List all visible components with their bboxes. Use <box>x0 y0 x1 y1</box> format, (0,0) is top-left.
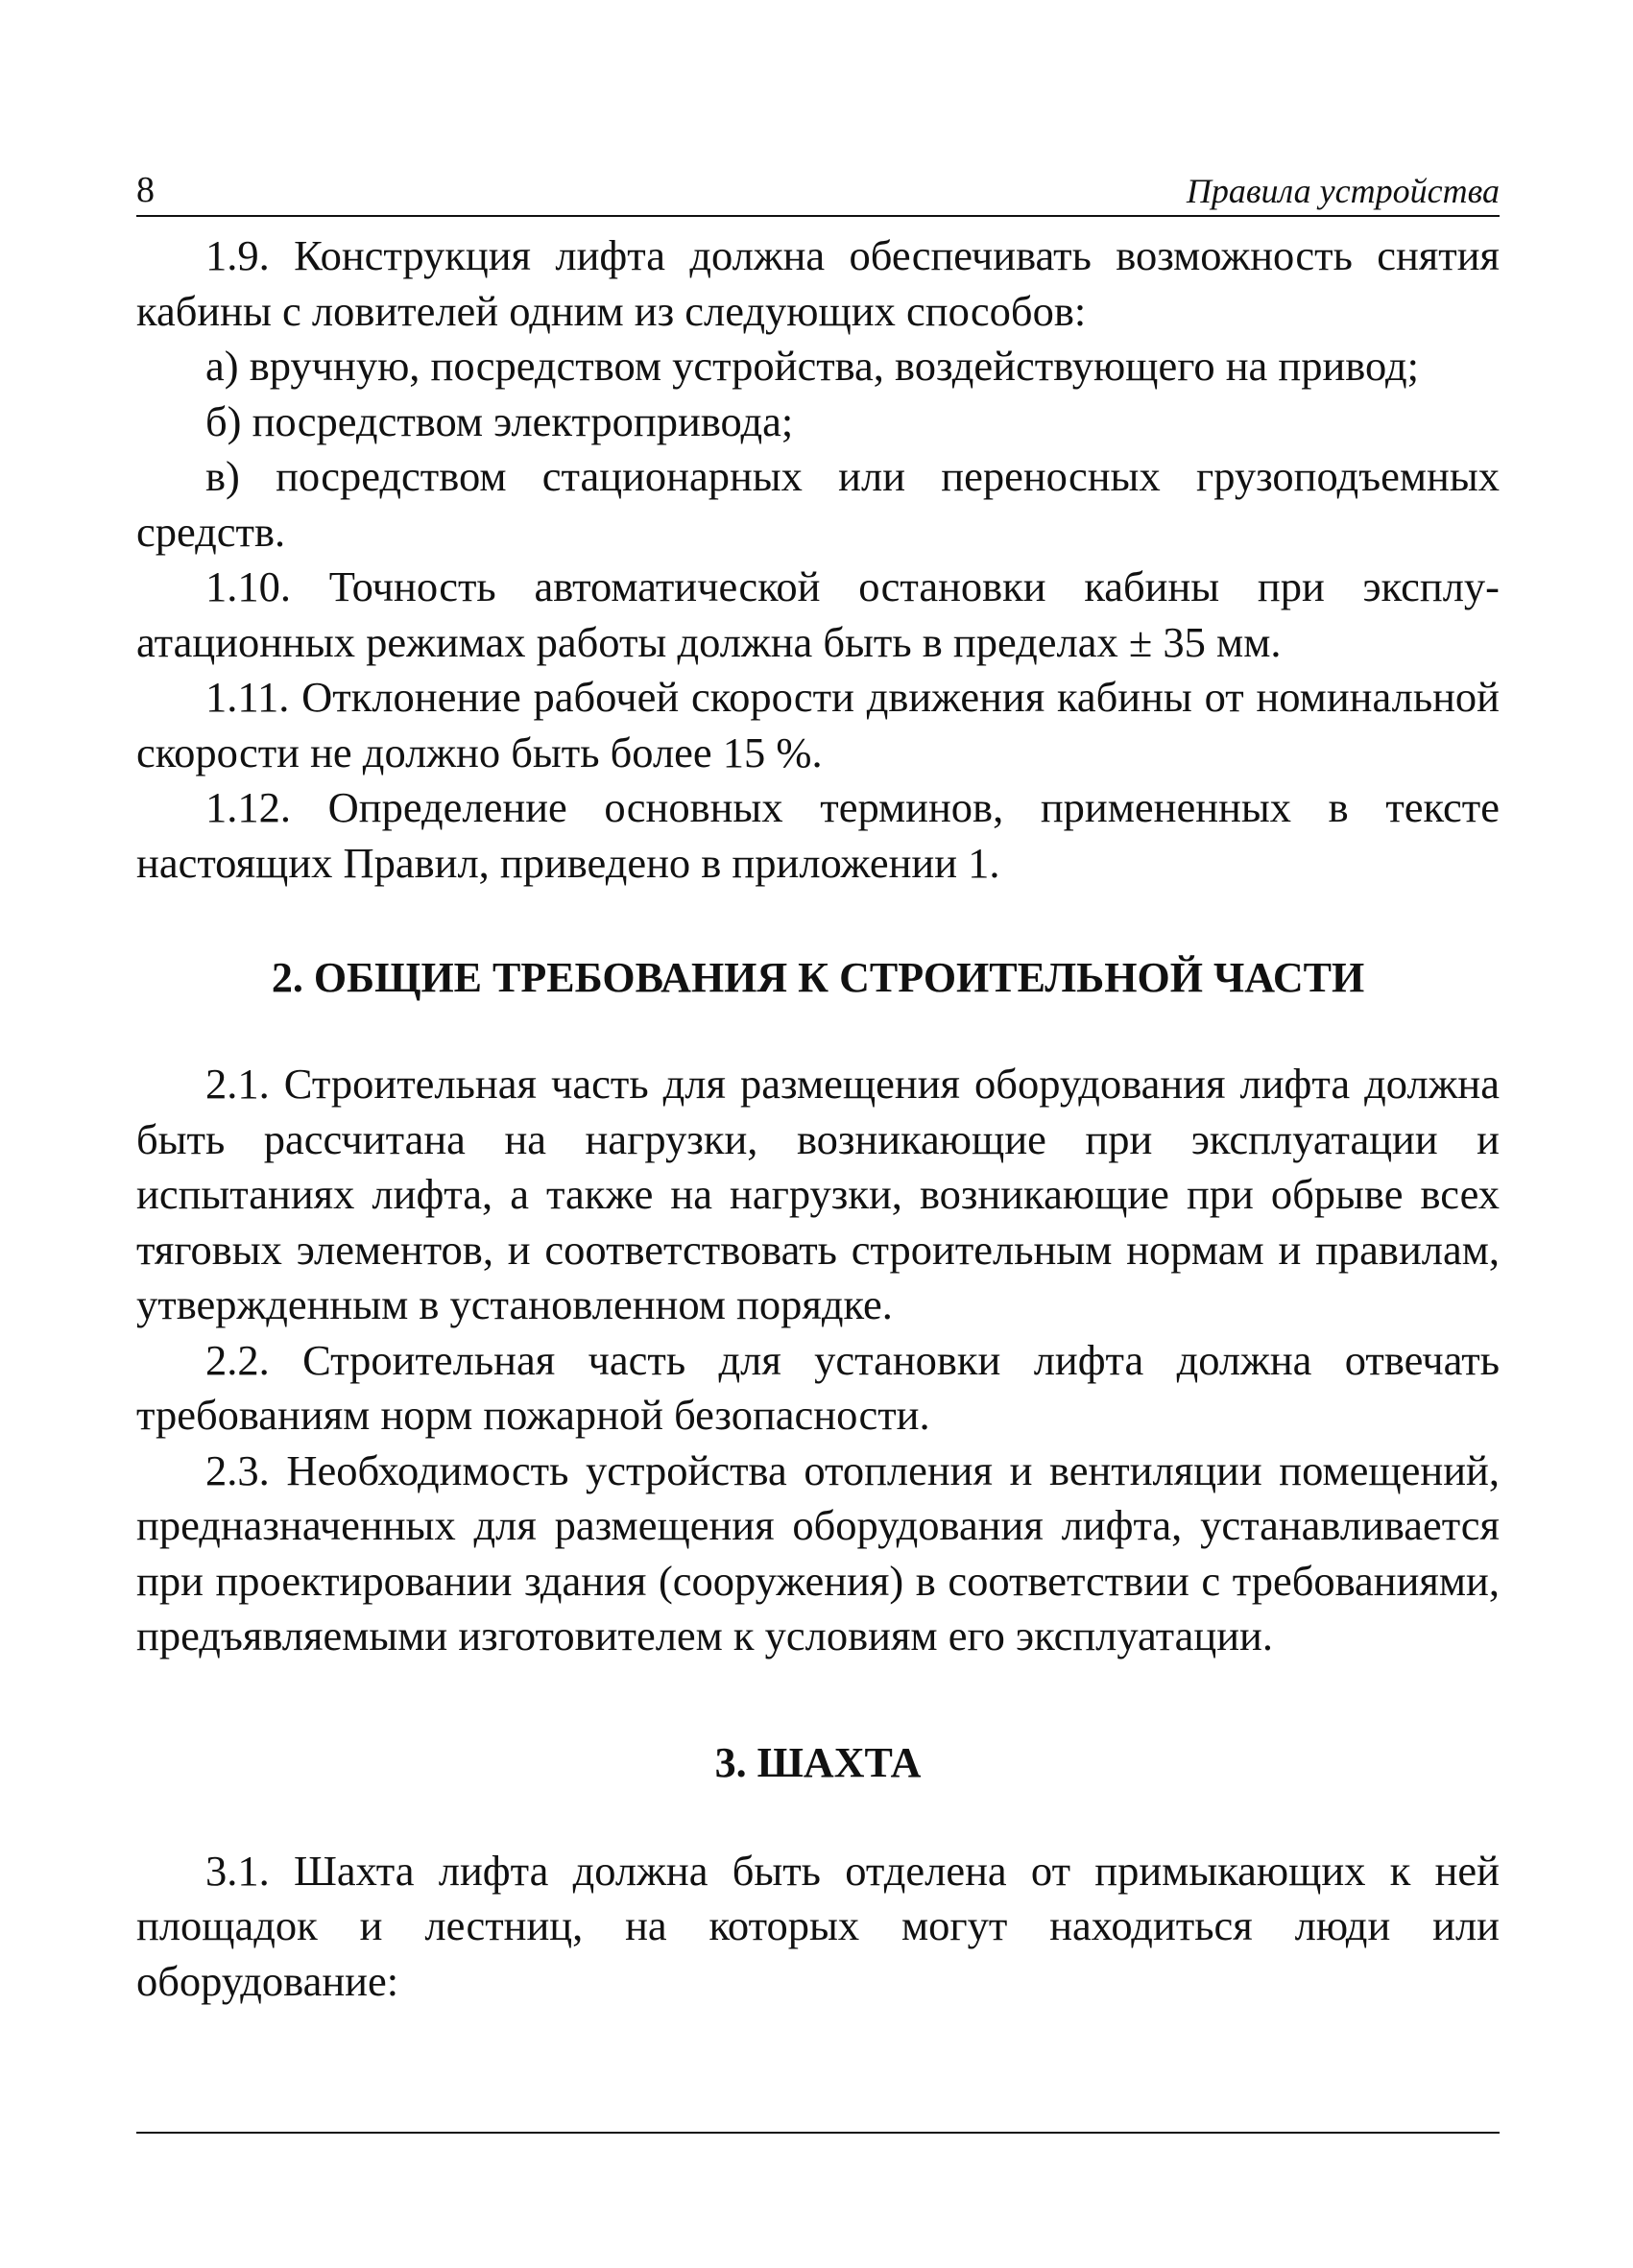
page-number: 8 <box>136 170 155 210</box>
paragraph-1-9: 1.9. Конструкция лифта должна обеспечивать возможность снятия кабины с ловителей одним из следующих способов: <box>136 231 1500 335</box>
document-page <box>136 0 1500 2268</box>
list-item-a: а) вручную, посредством устройства, воздействующего на привод; <box>205 342 1419 390</box>
paragraph-3-1: 3.1. Шахта лифта должна быть отделена от примыкающих к ней площадок и лестниц, на которых могут находиться люди или оборудование: <box>136 1846 1500 2005</box>
section-3-heading: 3. ШАХТА <box>714 1738 922 1786</box>
list-item-b: б) посредством электропривода; <box>205 396 794 445</box>
bottom-rule <box>136 2132 1500 2134</box>
paragraph-2-1: 2.1. Строительная часть для размещения оборудования лифта должна быть рассчитана на нагрузки, возникающие при эксплуатации и испытаниях лифта, а также на нагрузки, возникающие при обрыве всех тяговых элементов, и соответствовать строительным нормам и правилам, утвержденным в установленном порядке. <box>136 1060 1500 1328</box>
paragraph-2-2: 2.2. Строительная часть для установки лифта должна отвечать требованиям норм пожарной безопасности. <box>136 1335 1500 1439</box>
running-header <box>136 165 1500 217</box>
running-header-title: Правила устройства <box>1186 172 1500 210</box>
list-item-v: в) посредством стационарных или переносных грузоподъемных средств. <box>136 452 1500 556</box>
document-body <box>136 228 1500 2009</box>
paragraph-1-11: 1.11. Отклонение рабочей скорости движения кабины от номинальной скорости не должно быть более 15 %. <box>136 673 1500 776</box>
paragraph-1-12: 1.12. Определение основных терминов, примененных в тексте настоящих Правил, приведено в приложении 1. <box>136 783 1500 887</box>
section-2-heading: 2. ОБЩИЕ ТРЕБОВАНИЯ К СТРОИТЕЛЬНОЙ ЧАСТИ <box>271 954 1365 1001</box>
paragraph-2-3: 2.3. Необходимость устройства отопления и вентиляции помещений, предназначенных для размещения оборудования лифта, устанавливается при проектировании здания (сооружения) в соответствии с требованиями, предъявляемыми изготовителем к условиям его эксплуатации. <box>136 1445 1500 1659</box>
paragraph-1-10: 1.10. Точность автоматической остановки кабины при эксплуатационных режимах работы должна быть в пределах ± 35 мм. <box>136 562 1500 666</box>
